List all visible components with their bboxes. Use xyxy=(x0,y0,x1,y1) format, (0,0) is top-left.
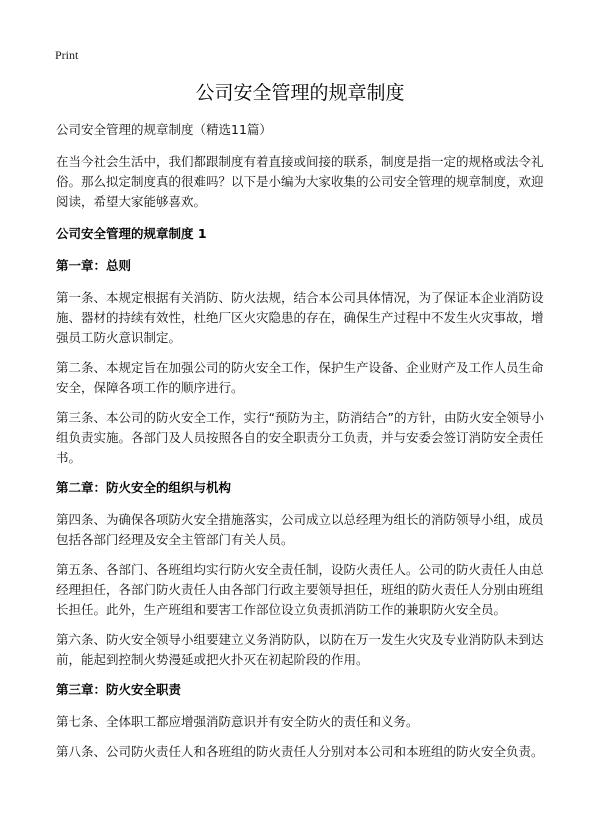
section-heading: 公司安全管理的规章制度 1 xyxy=(56,226,207,241)
document-body xyxy=(56,120,554,772)
chapter-heading-1: 第一章：总则 xyxy=(56,258,132,273)
print-label: Print xyxy=(55,48,79,62)
article-2: 第二条、本规定旨在加强公司的防火安全工作，保护生产设备、企业财产及工作人员生命安全，保障各项工作的顺序进行。 xyxy=(56,360,544,395)
intro-paragraph: 在当今社会生活中，我们都跟制度有着直接或间接的联系，制度是指一定的规格或法令礼俗。那么拟定制度真的很难吗？以下是小编为大家收集的公司安全管理的规章制度，欢迎阅读，希望大家能够喜欢。 xyxy=(56,154,544,209)
chapter-heading-3: 第三章：防火安全职责 xyxy=(56,682,182,697)
chapter-heading-2: 第二章：防火安全的组织与机构 xyxy=(56,480,232,495)
article-5: 第五条、各部门、各班组均实行防火安全责任制，设防火责任人。公司的防火责任人由总经理担任，各部门防火责任人由各部门行政主要领导担任，班组的防火责任人分别由班组长担任。此外，生产班组和要害工作部位设立负责抓消防工作的兼职防火安全员。 xyxy=(56,562,544,617)
article-8: 第八条、公司防火责任人和各班组的防火责任人分别对本公司和本班组的防火安全负责。 xyxy=(56,744,544,759)
document-title: 公司安全管理的规章制度 xyxy=(195,82,405,104)
article-1: 第一条、本规定根据有关消防、防火法规，结合本公司具体情况，为了保证本企业消防设施、器材的持续有效性，杜绝厂区火灾隐患的存在，确保生产过程中不发生火灾事故，增强员工防火意识制定。 xyxy=(56,290,544,345)
article-6: 第六条、防火安全领导小组要建立义务消防队，以防在万一发生火灾及专业消防队未到达前，能起到控制火势漫延或把火扑灭在初起阶段的作用。 xyxy=(56,632,544,667)
article-4: 第四条、为确保各项防火安全措施落实，公司成立以总经理为组长的消防领导小组，成员包括各部门经理及安全主管部门有关人员。 xyxy=(56,512,544,547)
document-subtitle: 公司安全管理的规章制度（精选11篇） xyxy=(56,122,272,137)
article-7: 第七条、全体职工都应增强消防意识并有安全防火的责任和义务。 xyxy=(56,714,419,729)
article-3: 第三条、本公司的防火安全工作，实行“预防为主，防消结合”的方针，由防火安全领导小组负责实施。各部门及人员按照各自的安全职责分工负责，并与安委会签订消防安全责任书。 xyxy=(56,410,544,465)
